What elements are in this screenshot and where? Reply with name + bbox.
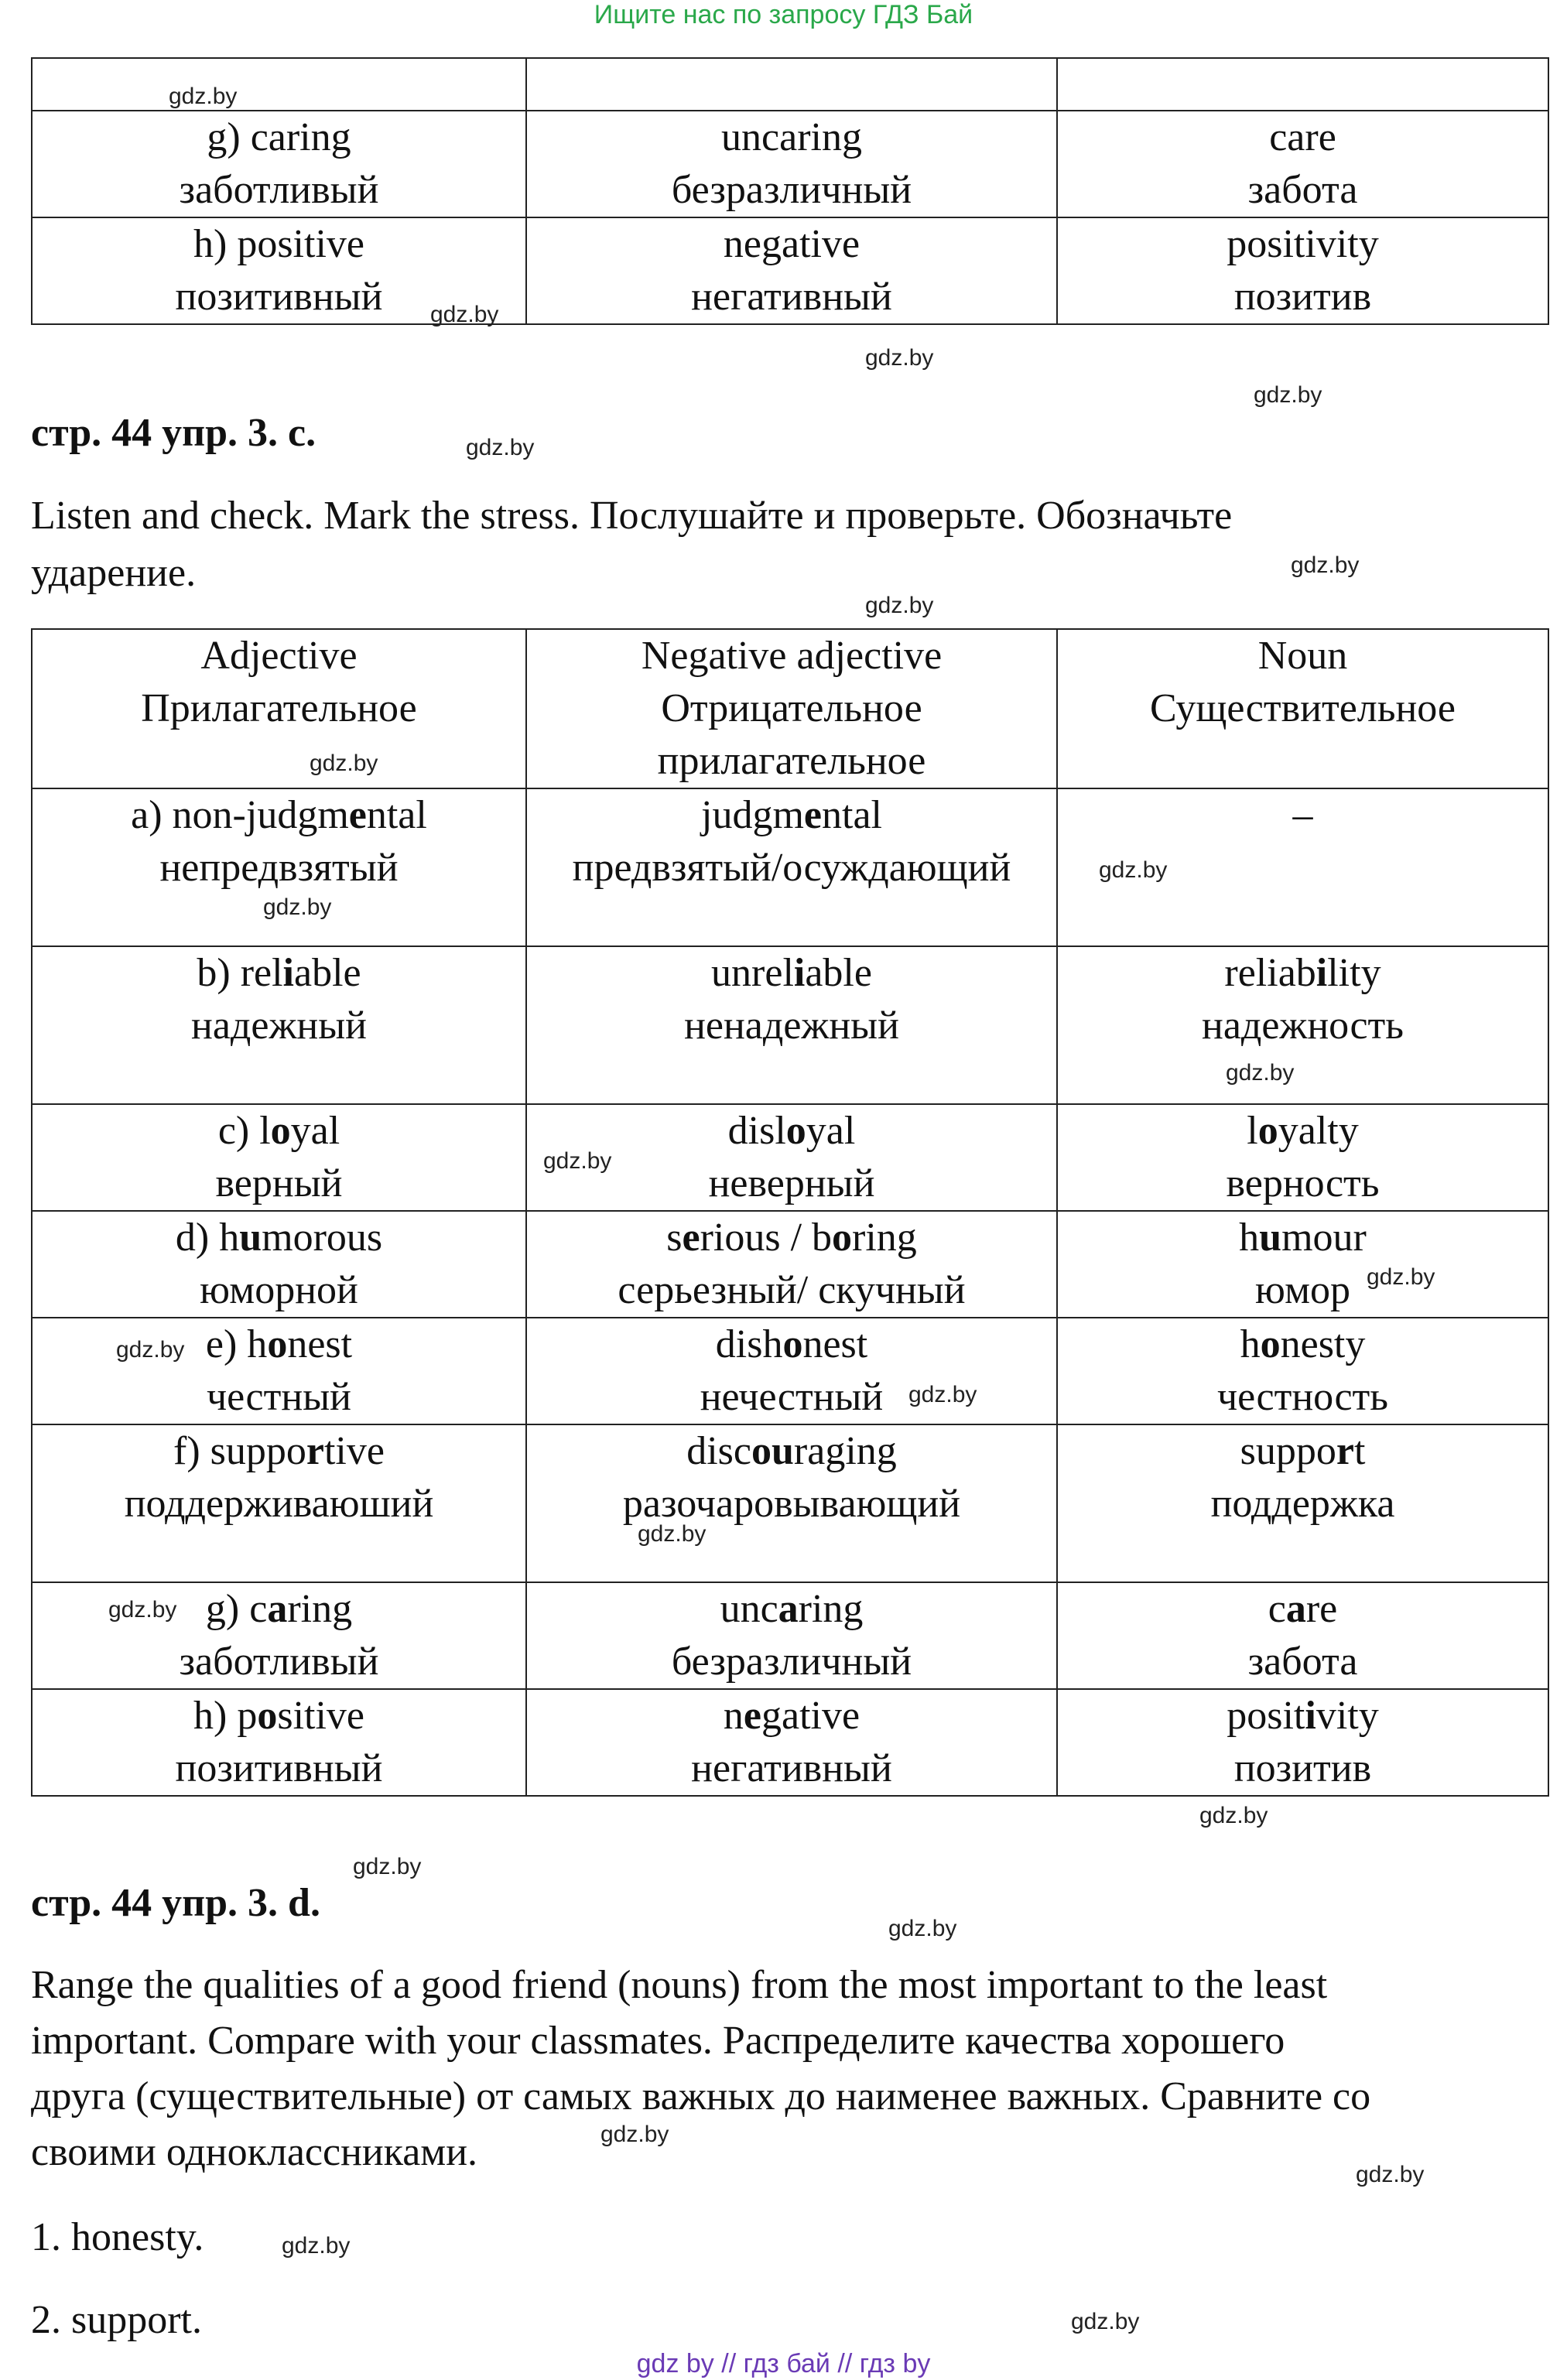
table-cell	[1057, 58, 1548, 111]
stressed-letter: o	[257, 1694, 278, 1738]
table-cell: positivity позитив	[1057, 217, 1548, 324]
word-part: ring	[798, 1587, 864, 1631]
english-word	[1058, 1583, 1548, 1636]
word-part: raging	[793, 1429, 897, 1473]
table-cell: care забота	[1057, 111, 1548, 217]
word-part: yal	[290, 1109, 340, 1153]
english-word	[527, 947, 1056, 1000]
word-part: ntal	[366, 793, 427, 837]
table-cell	[1057, 1104, 1548, 1211]
table-cell	[526, 1211, 1057, 1318]
stressed-letter: o	[270, 1109, 291, 1153]
watermark: gdz.by	[865, 593, 934, 618]
table-cell	[526, 1318, 1057, 1424]
word-part: t	[1353, 1429, 1366, 1473]
word-part: yal	[806, 1109, 856, 1153]
word-part: yalty	[1278, 1109, 1359, 1153]
table-row	[32, 217, 1548, 324]
russian-translation: верный	[215, 1161, 343, 1205]
stressed-letter: u	[1259, 1216, 1282, 1260]
word-part: nest	[287, 1322, 353, 1366]
watermark: gdz.by	[908, 1382, 977, 1407]
watermark: gdz.by	[1226, 1060, 1295, 1086]
section-d-heading: стр. 44 упр. 3. d.	[31, 1881, 320, 1925]
word-part: tive	[323, 1429, 385, 1473]
watermark: gdz.by	[169, 84, 238, 109]
stressed-letter: o	[1260, 1322, 1281, 1366]
watermark: gdz.by	[466, 435, 535, 460]
watermark: gdz.by	[638, 1521, 707, 1547]
word-part: c) l	[217, 1109, 271, 1153]
section-c-instruction: Listen and check. Mark the stress. Послушайте и проверьте. Обозначьте ударение.	[31, 494, 1233, 595]
stressed-letter: i	[793, 951, 806, 995]
stressed-letter: i	[1316, 951, 1328, 995]
table-row	[32, 58, 1548, 111]
russian-translation: заботливый	[179, 1640, 379, 1684]
word-part: rious / b	[700, 1216, 833, 1260]
russian-translation: нечестный	[700, 1375, 884, 1419]
russian-translation: юморной	[200, 1268, 358, 1312]
word-part: gative	[761, 1694, 860, 1738]
stressed-letter: i	[282, 951, 294, 995]
stressed-letter: o	[832, 1216, 853, 1260]
english-word	[1058, 1690, 1548, 1742]
answer-list-item: 1. honesty.	[31, 2215, 204, 2259]
stressed-letter: e	[803, 793, 822, 837]
section-c-heading: стр. 44 упр. 3. c.	[31, 411, 316, 455]
stressed-letter: e	[743, 1694, 762, 1738]
word-part: lity	[1327, 951, 1381, 995]
english-word	[1058, 1212, 1548, 1264]
english-word	[33, 1583, 525, 1636]
stressed-letter: ou	[751, 1429, 794, 1473]
word-part: a) non-judgm	[131, 793, 349, 837]
stressed-letter: o	[785, 1109, 806, 1153]
table-row	[32, 111, 1548, 217]
watermark: gdz.by	[353, 1854, 422, 1879]
table-row	[32, 1318, 1548, 1424]
word-part: dish	[715, 1322, 783, 1366]
word-part: ring	[852, 1216, 917, 1260]
russian-translation: позитивный	[175, 1746, 383, 1790]
table-row	[32, 788, 1548, 946]
english-word	[527, 1690, 1056, 1742]
watermark: gdz.by	[1071, 2309, 1140, 2334]
russian-translation: неверный	[708, 1161, 875, 1205]
watermark: gdz.by	[543, 1148, 612, 1174]
table-cell	[1057, 1211, 1548, 1318]
word-part: h	[1240, 1322, 1261, 1366]
word-part: ring	[287, 1587, 353, 1631]
section-d-instruction: Range the qualities of a good friend (nouns) from the most important to the least important. Compare with your classmates. Распределите качества хорошего друга (существительные) от самых важных до наименее важных. Сравните со своими одноклассниками.	[31, 1963, 1371, 2174]
table-cell	[32, 1211, 526, 1318]
english-word	[527, 1583, 1056, 1636]
column-header: Noun Существительное	[1057, 629, 1548, 788]
russian-translation: негативный	[691, 1746, 892, 1790]
table-cell	[526, 788, 1057, 946]
english-word	[33, 1212, 525, 1264]
russian-translation: серьезный/ скучный	[618, 1268, 966, 1312]
russian-translation: поддерживаюший	[124, 1482, 434, 1526]
watermark: gdz.by	[108, 1597, 177, 1623]
russian-translation: надежный	[191, 1004, 367, 1048]
word-part: able	[294, 951, 361, 995]
word-part: suppo	[1240, 1429, 1336, 1473]
russian-translation: юмор	[1254, 1268, 1351, 1312]
watermark: gdz.by	[430, 302, 499, 327]
stressed-letter: i	[1305, 1694, 1316, 1738]
watermark: gdz.by	[865, 345, 934, 371]
russian-translation: надежность	[1201, 1004, 1404, 1048]
table-row	[32, 1104, 1548, 1211]
stressed-letter: r	[1336, 1429, 1354, 1473]
stressed-letter: u	[239, 1216, 262, 1260]
russian-translation: безразличный	[671, 1640, 912, 1684]
table-cell	[32, 58, 526, 111]
table-row	[32, 1582, 1548, 1689]
top-table	[31, 57, 1549, 325]
watermark: gdz.by	[263, 894, 332, 920]
russian-translation: ненадежный	[684, 1004, 899, 1048]
word-part: h	[1239, 1216, 1260, 1260]
word-part: disc	[686, 1429, 751, 1473]
word-part: nesty	[1280, 1322, 1366, 1366]
russian-translation: разочаровывающий	[622, 1482, 961, 1526]
word-part: reliab	[1224, 951, 1316, 995]
watermark: gdz.by	[1254, 382, 1322, 408]
english-word	[527, 1212, 1056, 1264]
table-cell	[526, 946, 1057, 1104]
table-cell	[1057, 1582, 1548, 1689]
watermark: gdz.by	[282, 2233, 351, 2259]
word-part: posit	[1227, 1694, 1305, 1738]
stressed-letter: o	[782, 1322, 803, 1366]
russian-translation: честный	[207, 1375, 351, 1419]
word-part: able	[805, 951, 872, 995]
table-cell	[1057, 1318, 1548, 1424]
table-cell	[1057, 946, 1548, 1104]
word-part: e) h	[205, 1322, 268, 1366]
english-word	[33, 1318, 525, 1371]
english-word	[527, 789, 1056, 842]
table-row	[32, 1211, 1548, 1318]
word-part: s	[666, 1216, 683, 1260]
table-cell	[526, 1582, 1057, 1689]
watermark: gdz.by	[310, 751, 378, 776]
english-word	[33, 1105, 525, 1158]
table-cell	[526, 58, 1057, 111]
watermark: gdz.by	[1099, 857, 1168, 883]
word-part: h) p	[193, 1694, 258, 1738]
watermark: gdz.by	[1291, 552, 1360, 578]
watermark: gdz.by	[1356, 2162, 1425, 2187]
english-word	[1058, 1105, 1548, 1158]
table-cell: uncaring безразличный	[526, 111, 1057, 217]
word-part: d) h	[175, 1216, 240, 1260]
word-part: f) suppo	[173, 1429, 306, 1473]
watermark: gdz.by	[888, 1916, 957, 1941]
table-cell	[32, 1424, 526, 1582]
column-header: Negative adjective Отрицательное прилагательное	[526, 629, 1057, 788]
stressed-letter: r	[306, 1429, 324, 1473]
table-cell	[1057, 1424, 1548, 1582]
stressed-letter: o	[1257, 1109, 1278, 1153]
stressed-letter: a	[778, 1587, 799, 1631]
stressed-letter: a	[1285, 1587, 1306, 1631]
stressed-letter: e	[348, 793, 367, 837]
english-word	[1058, 789, 1548, 842]
english-word	[1058, 1318, 1548, 1371]
word-part: re	[1305, 1587, 1338, 1631]
russian-translation: предвзятый/осуждающий	[572, 846, 1011, 890]
table-cell	[32, 788, 526, 946]
russian-translation: забота	[1247, 1640, 1358, 1684]
russian-translation: позитив	[1233, 1746, 1372, 1790]
watermark: gdz.by	[1367, 1264, 1435, 1290]
word-part: unc	[720, 1587, 778, 1631]
word-part: c	[1268, 1587, 1286, 1631]
top-banner[interactable]: Ищите нас по запросу ГДЗ Бай	[594, 0, 973, 29]
word-part: l	[1247, 1109, 1258, 1153]
table-row	[32, 1689, 1548, 1796]
word-part: unrel	[711, 951, 794, 995]
word-part: n	[723, 1694, 744, 1738]
russian-translation: поддержка	[1210, 1482, 1395, 1526]
word-part: b) rel	[197, 951, 283, 995]
stress-table	[31, 628, 1549, 1797]
watermark: gdz.by	[1199, 1803, 1268, 1828]
russian-translation: верность	[1226, 1161, 1380, 1205]
english-word	[527, 1425, 1056, 1478]
table-cell: h) positive позитивный	[32, 217, 526, 324]
word-part: vity	[1316, 1694, 1379, 1738]
english-word	[1058, 1425, 1548, 1478]
table-header-row	[32, 629, 1548, 788]
table-cell	[32, 1318, 526, 1424]
table-cell	[32, 1582, 526, 1689]
stressed-letter: o	[267, 1322, 288, 1366]
footer-links[interactable]: gdz by // гдз бай // гдз by	[636, 2349, 931, 2378]
russian-translation: честность	[1217, 1375, 1388, 1419]
table-cell	[32, 946, 526, 1104]
word-part: g) c	[205, 1587, 268, 1631]
english-word	[1058, 947, 1548, 1000]
table-cell	[32, 1104, 526, 1211]
word-part: –	[1292, 793, 1313, 837]
table-cell	[1057, 1689, 1548, 1796]
table-row	[32, 1424, 1548, 1582]
stressed-letter: e	[682, 1216, 700, 1260]
word-part: sitive	[277, 1694, 364, 1738]
word-part: ntal	[822, 793, 882, 837]
table-cell	[526, 1689, 1057, 1796]
table-row	[32, 946, 1548, 1104]
table-cell: g) caring заботливый	[32, 111, 526, 217]
english-word	[33, 1425, 525, 1478]
word-part: disl	[727, 1109, 786, 1153]
table-cell	[32, 1689, 526, 1796]
table-cell: negative негативный	[526, 217, 1057, 324]
stressed-letter: a	[267, 1587, 288, 1631]
word-part: nest	[802, 1322, 868, 1366]
english-word	[527, 1318, 1056, 1371]
english-word	[33, 1690, 525, 1742]
word-part: judgm	[701, 793, 804, 837]
word-part: mour	[1281, 1216, 1367, 1260]
russian-translation: непредвзятый	[159, 846, 399, 890]
english-word	[33, 947, 525, 1000]
watermark: gdz.by	[116, 1337, 185, 1363]
answer-list-item: 2. support.	[31, 2298, 202, 2342]
table-cell	[526, 1424, 1057, 1582]
column-header: Adjective Прилагательное	[32, 629, 526, 788]
english-word	[33, 789, 525, 842]
watermark: gdz.by	[600, 2122, 669, 2147]
word-part: morous	[262, 1216, 383, 1260]
